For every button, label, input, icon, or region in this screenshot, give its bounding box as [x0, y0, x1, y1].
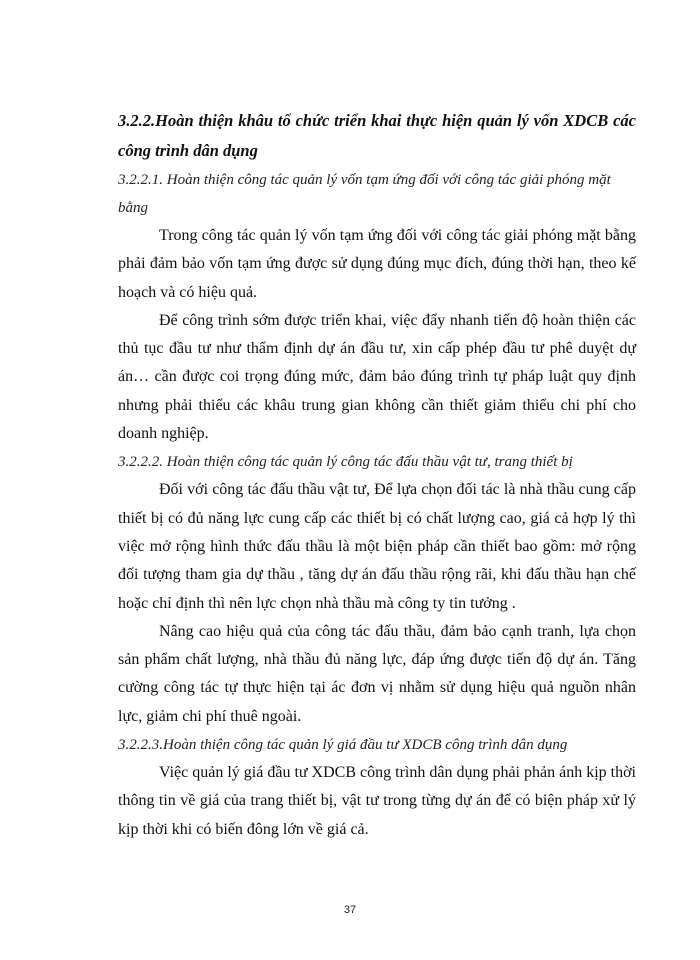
paragraph: Để công trình sớm được triển khai, việc đẩy nhanh tiến độ hoàn thiện các thủ tục đầu tư như thẩm định dự án đầu tư, xin cấp phép đầu tư phê duyệt dự án… cần được coi trọng đúng mức, đảm bảo đúng trình tự pháp luật quy định nhưng phải thiểu các khâu trung gian không cần thiết giảm thiểu chi phí cho doanh nghiệp.: [118, 311, 636, 443]
paragraph: Nâng cao hiệu quả của công tác đấu thầu, đảm bảo cạnh tranh, lựa chọn sản phẩm chất lượng, nhà thầu đủ năng lực, đáp ứng được tiến độ dự án. Tăng cường công tác tự thực hiện tại ác đơn vị nhằm sử dụng hiệu quả nguồn nhân lực, giảm chi phí thuê ngoài.: [118, 622, 636, 725]
page-number: 37: [343, 904, 357, 916]
subsection-heading-3: 3.2.2.3.Hoàn thiện công tác quản lý giá đầu tư XDCB công trình dân dụng: [118, 737, 568, 754]
subsection-heading-2: 3.2.2.2. Hoàn thiện công tác quản lý công tác đấu thầu vật tư, trang thiết bị: [118, 454, 573, 471]
section-heading: 3.2.2.Hoàn thiện khâu tổ chức triển khai thực hiện quản lý vốn XDCB các công trình dân dụng: [118, 111, 636, 160]
subsection-heading-1: 3.2.2.1. Hoàn thiện công tác quản lý vốn tạm ứng đối với công tác giải phóng mặt bằng: [118, 172, 611, 216]
paragraph: Trong công tác quản lý vốn tạm ứng đối với công tác giải phóng mặt bằng phải đảm bảo vốn tạm ứng được sử dụng đúng mục đích, đúng thời hạn, theo kế hoạch và có hiệu quả.: [118, 227, 636, 301]
paragraph: Việc quản lý giá đầu tư XDCB công trình dân dụng phải phản ánh kịp thời thông tin về giá của trang thiết bị, vật tư trong từng dự án để có biện pháp xử lý kịp thời khi có biến đông lớn về giá cả.: [118, 764, 636, 838]
paragraph: Đối với công tác đấu thầu vật tư, Để lựa chọn đối tác là nhà thầu cung cấp thiết bị có đủ năng lực cung cấp các thiết bị có chất lượng cao, giá cả hợp lý thì việc mở rộng hình thức đấu thầu là một biện pháp cần thiết bao gồm: mở rộng đối tượng tham gia dự thầu , tăng dự án đấu thầu rộng rãi, khi đấu thầu hạn chế hoặc chỉ định thì nên lực chọn nhà thầu mà công ty tin tưởng .: [118, 481, 636, 612]
document-body: [118, 106, 636, 844]
